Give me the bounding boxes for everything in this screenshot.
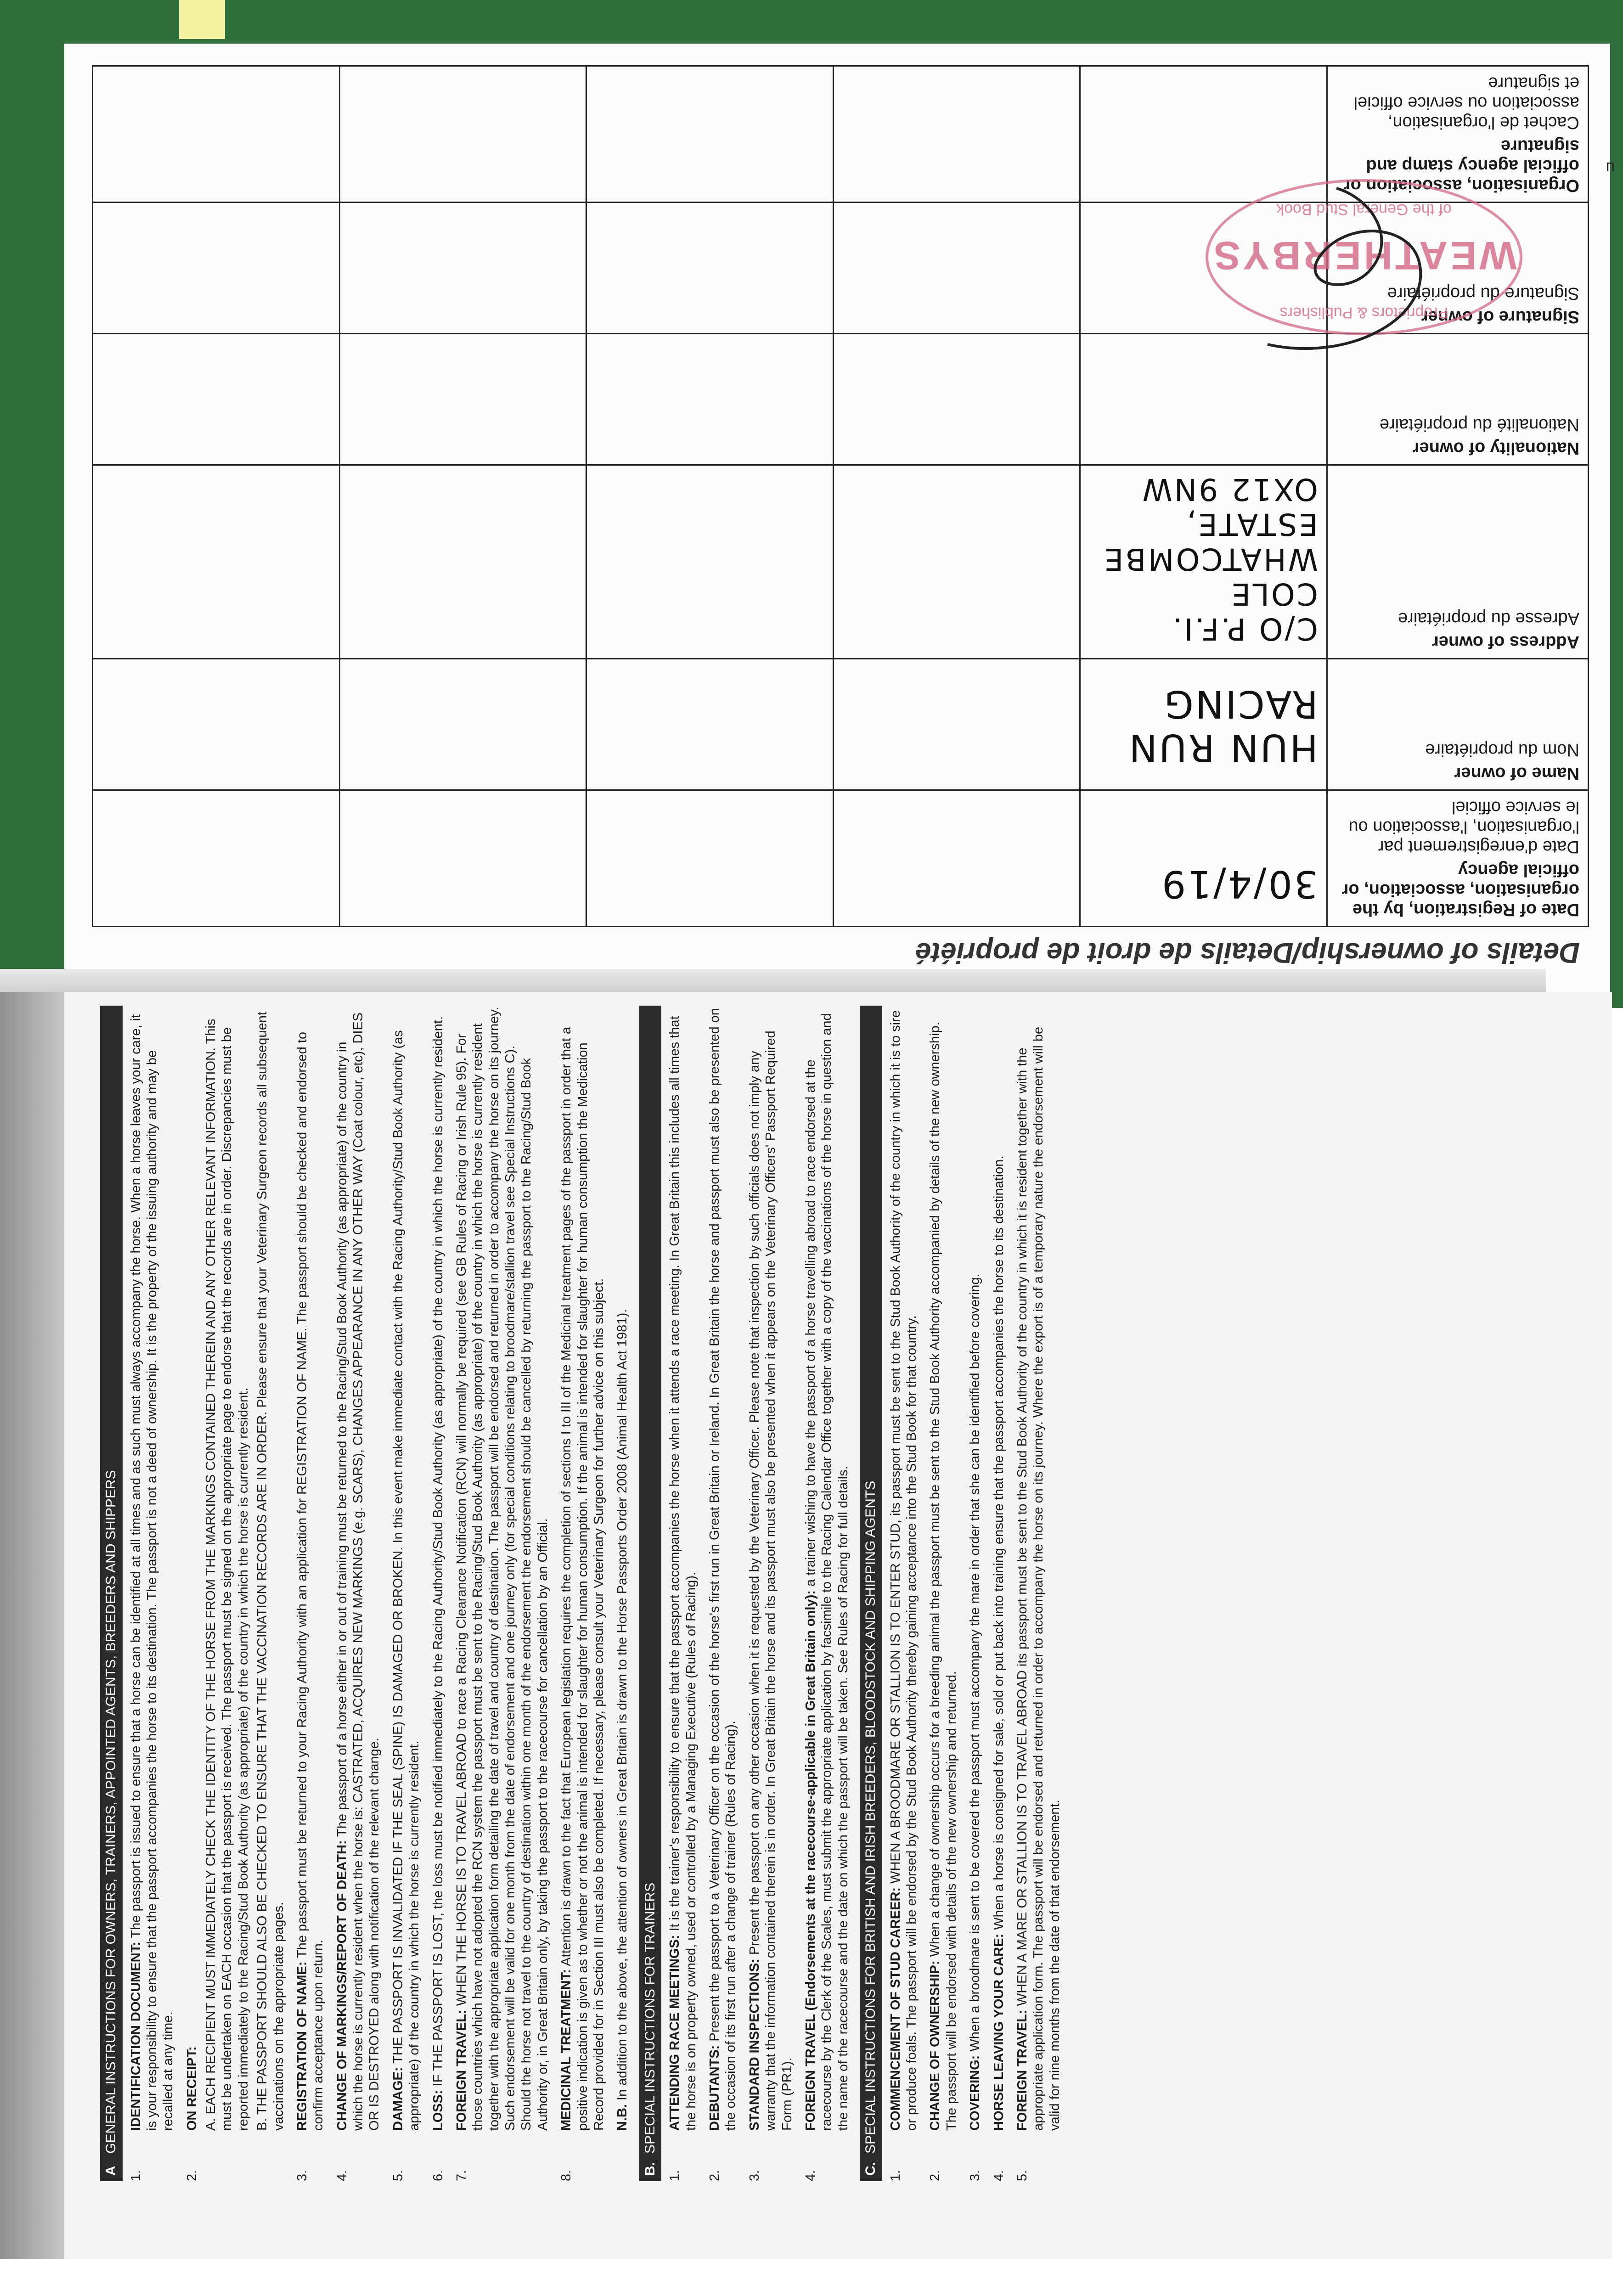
list-item: 2. ON RECEIPT: A. EACH RECIPIENT MUST IMMEDIATELY CHECK THE IDENTITY OF THE HORSE FROM THE MARKINGS CONTAINED THEREIN AND ANY OTHER RELEVANT INFORMATION. This must be undertaken on EACH occasion that the passport is received. The passport must be signed on the appropriate page to endorse that the records are in order. Discrepancies must be reported immediately to the Racing/Stud Book Authority (as appropriate) of the country in which the horse is currently resident. B. THE PASSPORT SHOULD ALSO BE CHECKED TO ENSURE THAT THE VACCINATION RECORDS ARE IN ORDER. Please ensure that your Veterinary Surgeon records all subsequent vaccinations on the appropriate pages.: [184, 1012, 286, 2181]
table-cell[interactable]: [339, 790, 586, 927]
table-cell[interactable]: [833, 659, 1080, 790]
list-item: 3. STANDARD INSPECTIONS: Present the passport on any other occasion when it is requested by the Veterinary Officer. Please note that inspection by such officials does not imply any warranty that the information contained therein is in order. In Great Britain the horse and its passport must also be presented when it appears on the Veterinary Officers' Passport Required Form (PR1).: [747, 1030, 795, 2181]
table-row: [93, 659, 1589, 790]
table-cell[interactable]: [339, 202, 586, 333]
row-label: Date of Registration, by the organisation, association, or official agency: [1341, 861, 1579, 919]
table-cell[interactable]: [339, 659, 586, 790]
table-row: [93, 790, 1589, 927]
table-cell[interactable]: [1080, 790, 1327, 927]
table-cell[interactable]: [1080, 659, 1327, 790]
row-label-fr: Signature du propriétaire: [1387, 283, 1579, 303]
table-cell[interactable]: [586, 659, 834, 790]
instructions-rotated: [92, 1006, 1603, 2181]
row-label-fr: Adresse du propriétaire: [1398, 609, 1579, 628]
list-item: 6. LOSS: IF THE PASSPORT IS LOST, the loss must be notified immediately to the Racing Authority/Stud Book Authority (as appropriate) of the country in which the horse is currently resident.: [430, 1016, 445, 2181]
instructions-text: [92, 1006, 1071, 2181]
list-item: 3. REGISTRATION OF NAME: The passport must be returned to your Racing Authority with an application for REGISTRATION OF NAME. The passport should be checked and endorsed to confirm acceptance upon return.: [294, 1032, 326, 2181]
row-label: Name of owner: [1454, 764, 1579, 783]
table-cell[interactable]: [93, 66, 340, 202]
table-cell[interactable]: [93, 333, 340, 465]
table-cell[interactable]: [1080, 465, 1327, 658]
list-item: 7. FOREIGN TRAVEL: WHEN THE HORSE IS TO TRAVEL ABROAD to race a Racing Clearance Notification (RCN) will normally be required (see GB Rules of Racing or Irish Rule 95). For those countries which have not adopted the RCN system the passport must be sent to the Racing/Stud Book Authority (as appropriate) of the country in which the horse is currently resident together with the appropriate application form detailing the date of travel and country of destination. The passport will be endorsed and returned in order to accompany the horse on its journey. Such endorsement will be valid for one month from the date of endorsement and one journey only (for special conditions relating to broodmare/stallion travel see Special Instructions C). Should the horse not travel to the country of destination within one month of the endorsement the endorsement should be cancelled by returning the passport to the Racing/Stud Book Authority or, in Great Britain only, by taking the passport to the racecourse for cancellation by an Official.: [454, 1007, 550, 2181]
table-cell[interactable]: [586, 202, 834, 333]
list-item: 8. MEDICINAL TREATMENT: Attention is drawn to the fact that European legislation requires the completion of sections I to III of the Medicinal treatment pages of the passport in order that a positive indication is given as to whether or not the animal is intended for slaughter for human consumption. If the animal is intended for slaughter for human consumption the Medication Record provided for in Section III must also be completed. If necessary, please consult your Veterinary Surgeon for further advice on this subject.: [559, 1027, 606, 2181]
table-cell[interactable]: [586, 790, 834, 927]
row-label-fr: Cachet de l'organisation, association ou service officiel et signature: [1353, 73, 1579, 132]
page-spine: [0, 969, 1546, 994]
table-cell[interactable]: [833, 465, 1080, 658]
stamp-top-text: Proprietors & Publishers: [1279, 304, 1448, 321]
passport-cover-right: [1610, 44, 1623, 1008]
list-item: 1. COMMENCEMENT OF STUD CAREER: WHEN A BROODMARE OR STALLION IS TO ENTER STUD, its passport must be sent to the Stud Book Authority of the country in which it is to sire or produce foals. The passport will be endorsed by the Stud Book Authority thereby gaining acceptance into the Stud Book for that country.: [888, 1010, 919, 2181]
handwritten-owner-name: HUN RUN RACING: [1127, 682, 1318, 769]
list-item: 4. FOREIGN TRAVEL (Endorsements at the racecourse-applicable in Great Britain only): a trainer wishing to have the passport of a horse travelling abroad to race endorsed at the racecourse by the Clerk of the Scales, must submit the appropriate application by facsimile to the Racing Calendar Office together with a copy of the vaccinations of the horse in question and the name of the racecourse and the date on which the passport will be taken. See Rules of Racing for full details.: [803, 1013, 851, 2181]
nb-note: N.B. In addition to the above, the attention of owners in Great Britain is drawn to the Horse Passports Order 2008 (Animal Health Act 1981).: [615, 1309, 630, 2131]
signature-scribble: [1212, 179, 1488, 372]
row-label: Signature of owner: [1421, 307, 1579, 326]
table-row: [93, 465, 1589, 658]
row-label-fr: Nationalité du propriétaire: [1379, 415, 1579, 434]
passport-cover-left: [0, 44, 64, 1008]
list-item: 4. CHANGE OF MARKINGS/REPORT OF DEATH: The passport of a horse either in or out of training must be returned to the Racing/Stud Book Authority (as appropriate) of the country in which the horse is currently resident when the horse is: CASTRATED, ACQUIRES NEW MARKINGS (e.g. SCARS), CHANGES APPEARANCE IN ANY OTHER WAY (Coat colour, etc), DIES OR IS DESTROYED along with notification of the relevant change.: [334, 1012, 382, 2181]
table-cell[interactable]: [93, 465, 340, 658]
section-header-c: C.SPECIAL INSTRUCTIONS FOR BRITISH AND IRISH BREEDERS, BLOODSTOCK AND SHIPPING AGENTS: [860, 1006, 882, 2181]
table-cell[interactable]: [586, 66, 834, 202]
list-item: 1. IDENTIFICATION DOCUMENT: The passport is issued to ensure that a horse can be identified at all times and as such must always accompany the horse. When a horse leaves your care, it is your responsibility to ensure that the passport accompanies the horse to its destination. The passport is not a deed of ownership. It is the property of the issuing authority and may be recalled at any time.: [128, 1014, 176, 2181]
list-item: 2. CHANGE OF OWNERSHIP: When a change of ownership occurs for a breeding animal the passport must be sent to the Stud Book Authority accompanied by details of the new ownership. The passport will be endorsed with details of the new ownership and returned.: [928, 1022, 959, 2181]
table-cell[interactable]: [339, 66, 586, 202]
list-item: 5. DAMAGE: THE PASSPORT IS INVALIDATED IF THE SEAL (SPINE) IS DAMAGED OR BROKEN. In this event make immediate contact with the Racing Authority/Stud Book Authority (as appropriate) of the country in which the horse is currently resident.: [390, 1030, 422, 2181]
table-cell[interactable]: [586, 333, 834, 465]
stamp-bottom-text: of the General Stud Book: [1276, 201, 1452, 218]
list-item: 3. COVERING: When a broodmare is sent to be covered the passport must accompany the mare in order that she can be identified before covering.: [968, 1273, 983, 2181]
table-cell[interactable]: [93, 202, 340, 333]
row-label-fr: Nom du propriétaire: [1425, 740, 1579, 760]
table-cell[interactable]: [833, 66, 1080, 202]
table-cell[interactable]: [833, 790, 1080, 927]
list-item: 4. HORSE LEAVING YOUR CARE: When a horse is consigned for sale, sold or put back into training ensure that the passport accompanies the horse to its destination.: [991, 1155, 1006, 2181]
table-cell[interactable]: [586, 465, 834, 658]
ownership-panel: [92, 73, 1589, 969]
handwritten-owner-address: C/O P.F.I. COLE WHATCOMBE ESTATE, OX12 9NW: [1102, 472, 1318, 647]
ownership-title: Details of ownership/Details de droit de propriété: [915, 937, 1580, 968]
row-label: Organisation, association or official agency stamp and signature: [1343, 136, 1579, 195]
stamp-brand: WEATHERBYS: [1211, 233, 1517, 277]
table-cell[interactable]: [93, 659, 340, 790]
row-label-fr: Date d'enregistrement par l'organisation, l'association ou le service officiel: [1348, 798, 1579, 856]
list-item: 1. ATTENDING RACE MEETINGS: It is the trainer's responsibility to ensure that the passport accompanies the horse when it attends a race meeting. In Great Britain this includes all times that the horse is on property owned, used or controlled by a Managing Executive (Rules of Racing).: [667, 1016, 699, 2181]
list-item: 5. FOREIGN TRAVEL: WHEN A MARE OR STALLION IS TO TRAVEL ABROAD its passport must be sent to the Stud Book Authority of the country in which it is resident together with the appropriate application form. The passport will be endorsed and returned in order to accompany the horse on its journey. Where the export is of a temporary nature the endorsement will be valid for nine months from the date of that endorsement.: [1014, 1026, 1062, 2181]
section-header-a: AGENERAL INSTRUCTIONS FOR OWNERS, TRAINERS, APPOINTED AGENTS, BREEDERS AND SHIPPERS: [100, 1006, 123, 2181]
yellow-tab: [179, 0, 225, 39]
table-cell[interactable]: [833, 333, 1080, 465]
table-cell[interactable]: [93, 790, 340, 927]
table-cell[interactable]: [339, 465, 586, 658]
list-item: 2. DEBUTANTS: Present the passport to a Veterinary Officer on the occasion of the horse's first run in Great Britain or Ireland. In Great Britain the horse and passport must also be presented on the occasion of its first run after a change of trainer (Rules of Racing).: [707, 1008, 738, 2181]
passport-cover-top: [0, 0, 1623, 44]
row-label: Address of owner: [1432, 632, 1579, 652]
table-cell[interactable]: [339, 333, 586, 465]
handwritten-date: 30/4/19: [1160, 862, 1318, 906]
page-shadow: [0, 992, 64, 2259]
row-label: Nationality of owner: [1412, 438, 1579, 458]
table-cell[interactable]: [833, 202, 1080, 333]
page-corner-mark: п: [1606, 156, 1615, 175]
section-header-b: B.SPECIAL INSTRUCTIONS FOR TRAINERS: [639, 1006, 662, 2181]
